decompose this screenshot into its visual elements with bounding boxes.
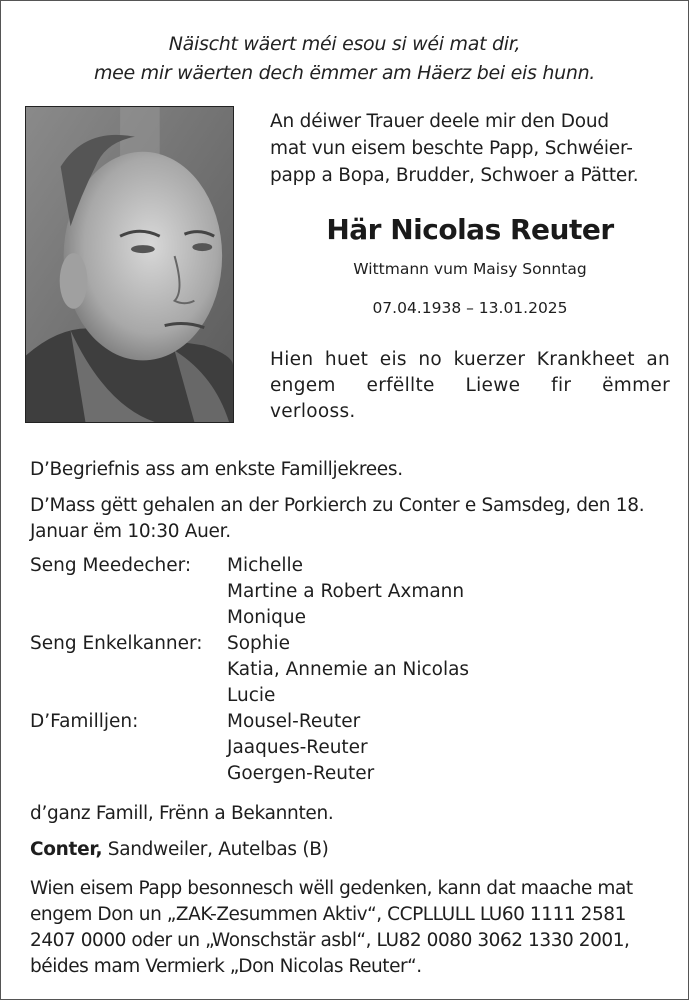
life-dates: 07.04.1938 – 13.01.2025 xyxy=(372,299,568,317)
family-list xyxy=(30,553,670,787)
family-member: Mousel-Reuter xyxy=(227,711,361,732)
places-rest: Sandweiler, Autelbas (B) xyxy=(102,839,329,860)
portrait-image xyxy=(26,107,233,422)
friends-text: d’ganz Famill, Frënn a Bekannten. xyxy=(30,803,334,824)
burial-text: D’Begriefnis ass am enkste Familljekrees. xyxy=(30,459,403,480)
family-names xyxy=(227,631,670,709)
passing-text: Hien huet eis no kuerzer Krankheet an engem erfëllte Liewe fir ëmmer verlooss. xyxy=(270,349,670,422)
family-names xyxy=(227,553,670,631)
family-group-daughters xyxy=(30,553,670,631)
family-member: Jaaques-Reuter xyxy=(227,737,368,758)
family-label: D’Familljen: xyxy=(30,711,139,732)
portrait-photo xyxy=(25,106,234,423)
family-group-grandchildren xyxy=(30,631,670,709)
family-member: Katia, Annemie an Nicolas xyxy=(227,659,470,680)
family-member: Goergen-Reuter xyxy=(227,763,375,784)
family-names xyxy=(227,709,670,787)
donation-text: Wien eisem Papp besonnesch wëll gedenken, kann dat maache mat engem Don un „ZAK-Zesummen Aktiv“, CCPLLULL LU60 1111 2581 2407 0000 oder un „Wonschstär asbl“, LU82 0080 3062 1330 2001, béides mam Vermierk „Don Nicolas Reuter“. xyxy=(30,878,633,977)
mass-text: D’Mass gëtt gehalen an der Porkierch zu Conter e Samsdeg, den 18. Januar ëm 10:30 Auer. xyxy=(30,495,645,542)
intro-line-3: papp a Bopa, Brudder, Schwoer a Pätter. xyxy=(270,165,639,186)
announcement-intro xyxy=(270,108,670,189)
family-member: Michelle xyxy=(227,555,304,576)
family-label: Seng Enkelkanner: xyxy=(30,633,203,654)
intro-line-2: mat vun eisem beschte Papp, Schwéier- xyxy=(270,138,633,159)
family-group-families xyxy=(30,709,670,787)
motto-quote xyxy=(0,30,689,88)
motto-line-1: Näischt wäert méi esou si wéi mat dir, xyxy=(168,33,521,55)
deceased-name: Här Nicolas Reuter xyxy=(326,213,614,246)
deceased-epithet: Wittmann vum Maisy Sonntag xyxy=(353,260,587,278)
family-member: Lucie xyxy=(227,685,276,706)
intro-line-1: An déiwer Trauer deele mir den Doud xyxy=(270,111,609,132)
places-line xyxy=(30,837,670,863)
places-bold: Conter, xyxy=(30,839,103,860)
motto-line-2: mee mir wäerten dech ëmmer am Häerz bei eis hunn. xyxy=(93,62,596,84)
family-member: Monique xyxy=(227,607,306,628)
family-member: Sophie xyxy=(227,633,291,654)
family-label: Seng Meedecher: xyxy=(30,555,192,576)
family-member: Martine a Robert Axmann xyxy=(227,581,465,602)
